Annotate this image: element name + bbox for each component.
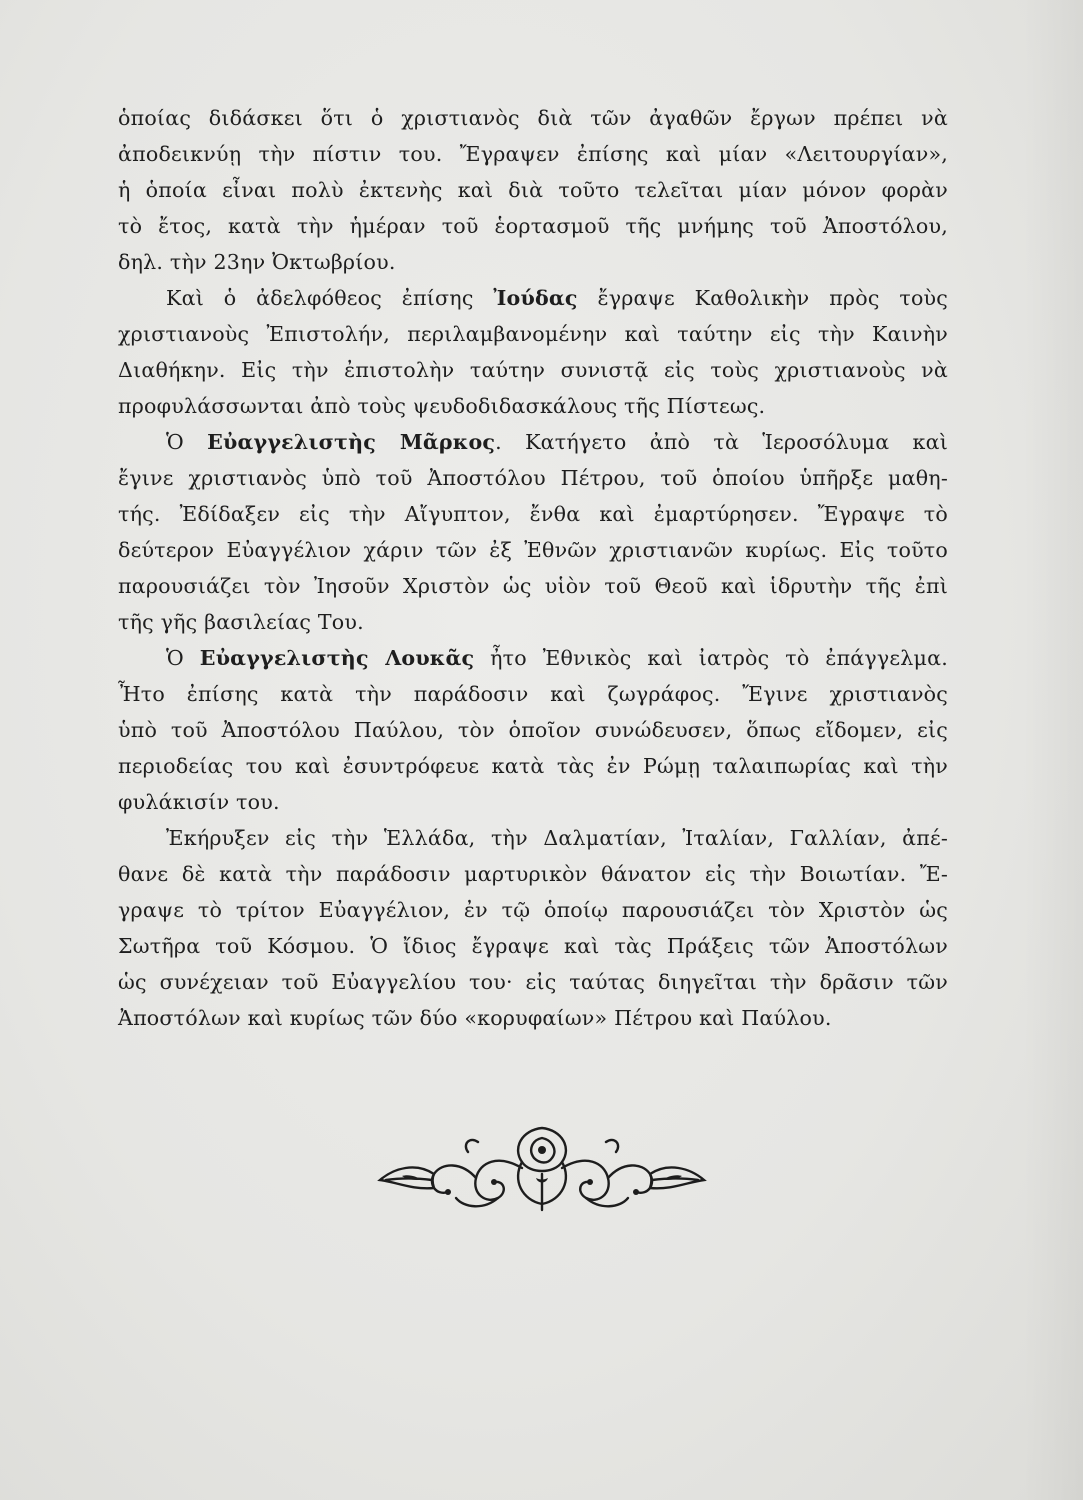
text-line: τής. Ἐδίδαξεν εἰς τὴν Αἴγυπτον, ἔνθα καὶ ἐμαρτύρησεν. Ἔγραψε τὸ <box>118 502 948 526</box>
body-text <box>118 100 948 1036</box>
text-line: δηλ. τὴν 23ην Ὀκτωβρίου. <box>118 250 396 274</box>
text-line: τῆς γῆς βασιλείας Του. <box>118 610 364 634</box>
text-line <box>118 424 948 460</box>
text-line: Διαθήκην. Εἰς τὴν ἐπιστολὴν ταύτην συνιστᾷ εἰς τοὺς χριστιανοὺς νὰ <box>118 358 948 382</box>
text-line: τὸ ἔτος, κατὰ τὴν ἡμέραν τοῦ ἑορτασμοῦ τῆς μνήμης τοῦ Ἀποστόλου, <box>118 214 948 238</box>
paragraph-p4 <box>118 640 948 820</box>
text-line: θανε δὲ κατὰ τὴν παράδοσιν μαρτυρικὸν θάνατον εἰς τὴν Βοιωτίαν. Ἔ- <box>118 862 948 886</box>
paragraph-p5 <box>118 820 948 1036</box>
text-line: προφυλάσσωνται ἀπὸ τοὺς ψευδοδιδασκάλους τῆς Πίστεως. <box>118 394 766 418</box>
text-line <box>118 280 948 316</box>
text-line: Ἀποστόλων καὶ κυρίως τῶν δύο «κορυφαίων» Πέτρου καὶ Παύλου. <box>118 1006 832 1030</box>
text-line: δεύτερον Εὐαγγέλιον χάριν τῶν ἐξ Ἐθνῶν χριστιανῶν κυρίως. Εἰς τοῦτο <box>118 538 948 562</box>
text-line: ὡς συνέχειαν τοῦ Εὐαγγελίου του· εἰς ταύτας διηγεῖται τὴν δρᾶσιν τῶν <box>118 970 948 994</box>
fleuron-ornament <box>372 1118 712 1218</box>
bold-term: Ἰούδας <box>493 286 578 310</box>
text-line: Ἦτο ἐπίσης κατὰ τὴν παράδοσιν καὶ ζωγράφος. Ἔγινε χριστιανὸς <box>118 682 948 706</box>
text-line: ἔγινε χριστιανὸς ὑπὸ τοῦ Ἀποστόλου Πέτρου, τοῦ ὁποίου ὑπῆρξε μαθη- <box>118 466 948 490</box>
text-line: περιοδείας του καὶ ἐσυντρόφευε κατὰ τὰς ἐν Ρώμῃ ταλαιπωρίας καὶ τὴν <box>118 754 948 778</box>
text-line: γραψε τὸ τρίτον Εὐαγγέλιον, ἐν τῷ ὁποίῳ παρουσιάζει τὸν Χριστὸν ὡς <box>118 898 948 922</box>
bold-term: Εὐαγγελιστὴς Λουκᾶς <box>199 646 475 670</box>
text-run: ἦτο Ἐθνικὸς καὶ ἰατρὸς τὸ ἐπάγγελμα. <box>474 646 948 670</box>
text-line: ἀποδεικνύῃ τὴν πίστιν του. Ἔγραψεν ἐπίσης καὶ μίαν «Λειτουργίαν», <box>118 142 948 166</box>
text-line: ὁποίας διδάσκει ὅτι ὁ χριστιανὸς διὰ τῶν ἀγαθῶν ἔργων πρέπει νὰ <box>118 106 948 130</box>
text-line: ἡ ὁποία εἶναι πολὺ ἐκτενὴς καὶ διὰ τοῦτο τελεῖται μίαν μόνον φορὰν <box>118 178 948 202</box>
text-run: Ὁ <box>166 430 208 454</box>
text-run: ἔγραψε Καθολικὴν πρὸς τοὺς <box>577 286 949 310</box>
text-line <box>118 640 948 676</box>
text-line: ὑπὸ τοῦ Ἀποστόλου Παύλου, τὸν ὁποῖον συνώδευσεν, ὅπως εἴδομεν, εἰς <box>118 718 948 742</box>
text-run: Καὶ ὁ ἀδελφόθεος ἐπίσης <box>166 286 494 310</box>
paragraph-p2 <box>118 280 948 424</box>
text-line: φυλάκισίν του. <box>118 790 280 814</box>
bold-term: Εὐαγγελιστὴς Μᾶρκος <box>207 430 496 454</box>
page-shadow <box>1023 0 1083 1500</box>
text-line: χριστιανοὺς Ἐπιστολήν, περιλαμβανομένην καὶ ταύτην εἰς τὴν Καινὴν <box>118 322 948 346</box>
text-line: παρουσιάζει τὸν Ἰησοῦν Χριστὸν ὡς υἱὸν τοῦ Θεοῦ καὶ ἱδρυτὴν τῆς ἐπὶ <box>118 574 948 598</box>
text-line: Σωτῆρα τοῦ Κόσμου. Ὁ ἴδιος ἔγραψε καὶ τὰς Πράξεις τῶν Ἀποστόλων <box>118 934 948 958</box>
text-line: Ἐκήρυξεν εἰς τὴν Ἑλλάδα, τὴν Δαλματίαν, Ἰταλίαν, Γαλλίαν, ἀπέ- <box>166 826 948 850</box>
text-run: . Κατήγετο ἀπὸ τὰ Ἱεροσόλυμα καὶ <box>495 430 948 454</box>
paragraph-p1 <box>118 100 948 280</box>
text-run: Ὁ <box>166 646 200 670</box>
paragraph-p3 <box>118 424 948 640</box>
